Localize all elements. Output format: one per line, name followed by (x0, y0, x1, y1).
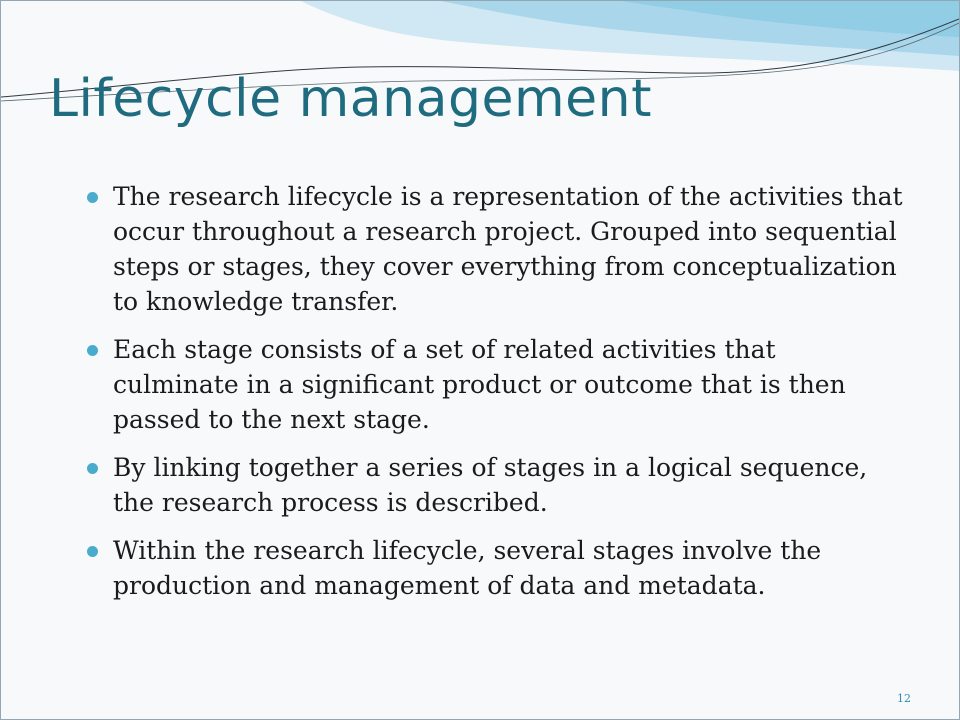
bullet-item (87, 332, 907, 437)
bullet-dot-icon (87, 546, 98, 557)
bullet-text: The research lifecycle is a representation of the activities that occur throughout a research project. Grouped into sequential steps or stages, they cover everything from conceptualization to knowledge transfer. (113, 182, 903, 316)
bullet-text: Each stage consists of a set of related activities that culminate in a significant product or outcome that is then passed to the next stage. (113, 335, 846, 434)
bullet-dot-icon (87, 192, 98, 203)
bullet-list (87, 179, 907, 616)
bullet-item (87, 450, 907, 520)
bullet-item (87, 179, 907, 319)
bullet-item (87, 533, 907, 603)
bullet-dot-icon (87, 345, 98, 356)
bullet-dot-icon (87, 463, 98, 474)
bullet-text: Within the research lifecycle, several stages involve the production and management of data and metadata. (113, 536, 822, 600)
slide-title: Lifecycle management (49, 69, 652, 129)
bullet-text: By linking together a series of stages in a logical sequence, the research process is described. (113, 453, 868, 517)
page-number: 12 (897, 692, 911, 705)
